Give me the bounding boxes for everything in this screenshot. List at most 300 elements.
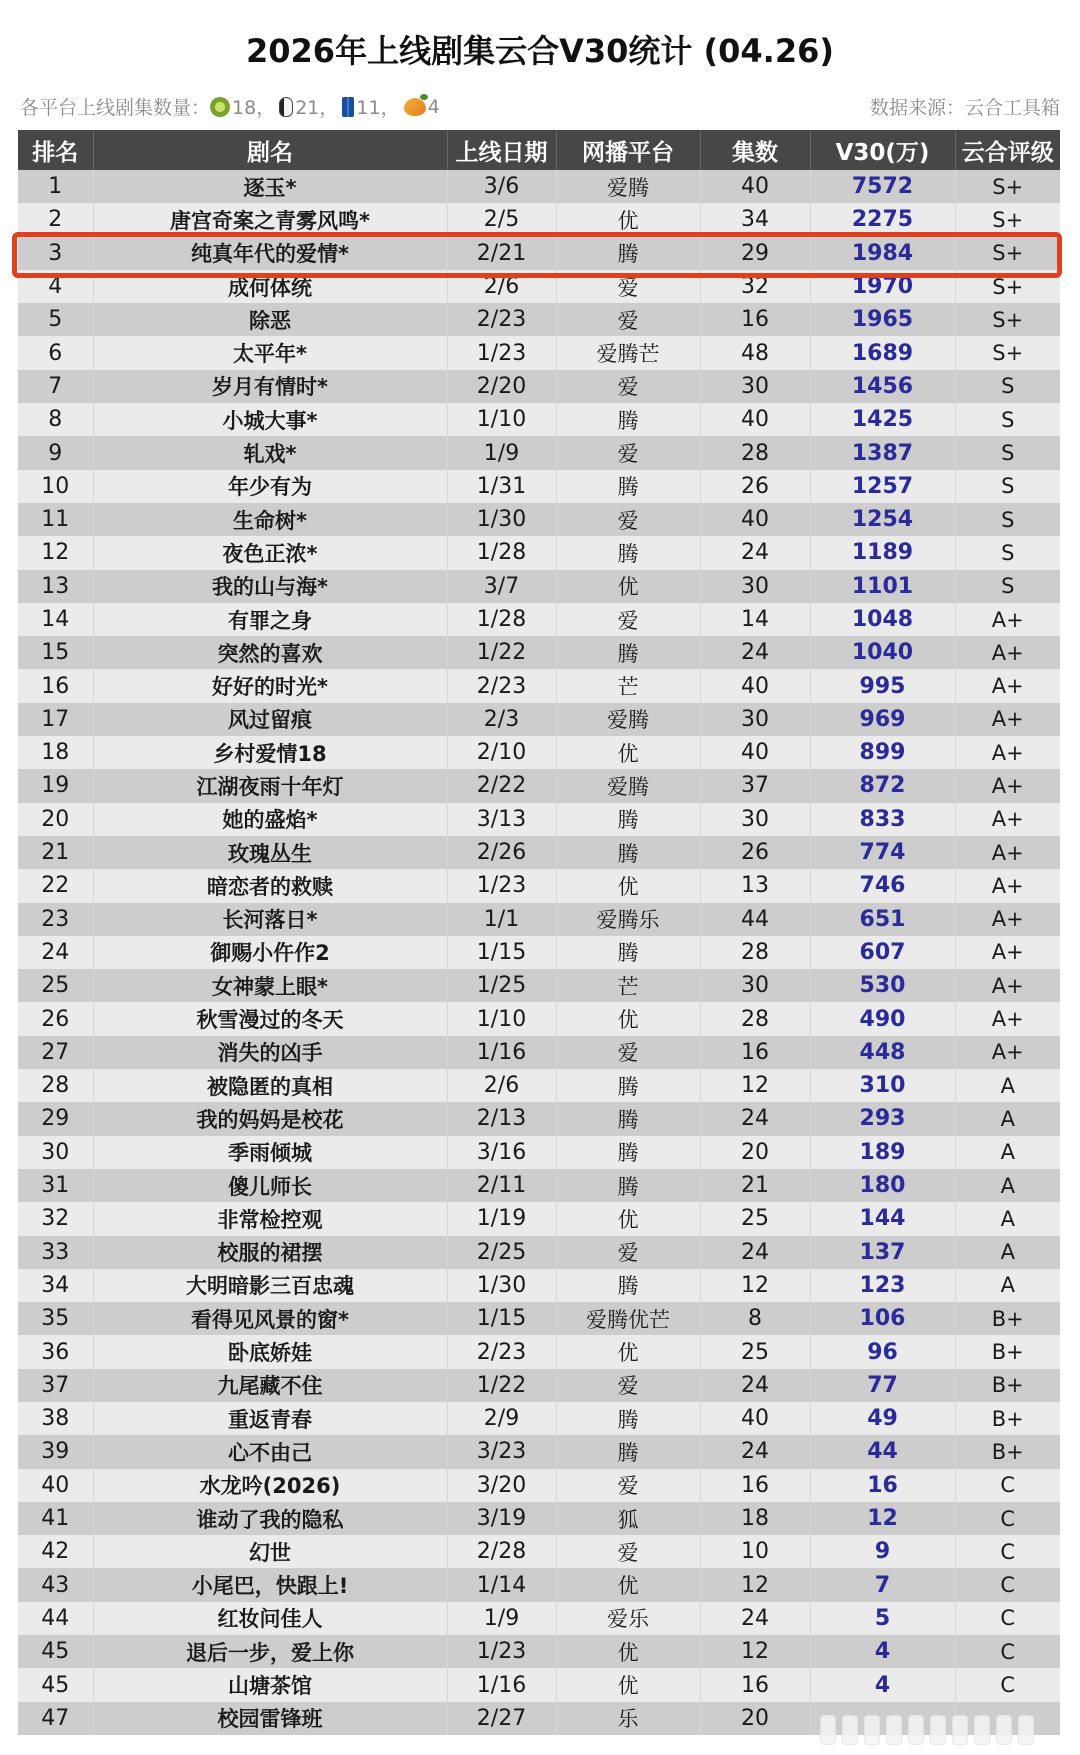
cell-v30: 4 bbox=[810, 1668, 955, 1701]
cell-rank: 1 bbox=[18, 170, 93, 203]
cell-rating: C bbox=[955, 1668, 1060, 1701]
cell-episodes: 25 bbox=[700, 1335, 810, 1368]
cell-rank: 38 bbox=[18, 1402, 93, 1435]
cell-date: 1/9 bbox=[447, 436, 556, 469]
cell-title: 岁月有情时* bbox=[93, 370, 447, 403]
cell-rank: 9 bbox=[18, 436, 93, 469]
table-row bbox=[18, 1136, 1060, 1169]
cell-v30: 1965 bbox=[810, 303, 955, 336]
cell-rating: S bbox=[955, 503, 1060, 536]
cell-rating: A bbox=[955, 1236, 1060, 1269]
table-row bbox=[18, 1535, 1060, 1568]
platform-count: 4 bbox=[427, 95, 440, 118]
cell-rank: 12 bbox=[18, 536, 93, 569]
cell-title: 玫瑰丛生 bbox=[93, 836, 447, 869]
cell-platform: 腾 bbox=[556, 1435, 700, 1468]
cell-episodes: 12 bbox=[700, 1069, 810, 1102]
cell-v30: 96 bbox=[810, 1335, 955, 1368]
cell-title: 退后一步，爱上你 bbox=[93, 1635, 447, 1668]
cell-rank: 42 bbox=[18, 1535, 93, 1568]
table-row bbox=[18, 1202, 1060, 1235]
cell-platform: 腾 bbox=[556, 803, 700, 836]
cell-platform: 爱腾芒 bbox=[556, 336, 700, 369]
cell-title: 逐玉* bbox=[93, 170, 447, 203]
cell-platform: 优 bbox=[556, 203, 700, 236]
cell-rating: A bbox=[955, 1169, 1060, 1202]
cell-episodes: 20 bbox=[700, 1136, 810, 1169]
cell-title: 女神蒙上眼* bbox=[93, 969, 447, 1002]
cell-episodes: 40 bbox=[700, 503, 810, 536]
cell-episodes: 24 bbox=[700, 1369, 810, 1402]
cell-episodes: 24 bbox=[700, 536, 810, 569]
cell-date: 3/6 bbox=[447, 170, 556, 203]
cell-platform: 腾 bbox=[556, 636, 700, 669]
table-row bbox=[18, 903, 1060, 936]
header-platform: 网播平台 bbox=[556, 130, 700, 170]
cell-rank: 22 bbox=[18, 869, 93, 902]
cell-rating: B+ bbox=[955, 1435, 1060, 1468]
header-rating: 云合评级 bbox=[955, 130, 1060, 170]
table-row bbox=[18, 736, 1060, 769]
cell-rank: 17 bbox=[18, 703, 93, 736]
cell-episodes: 24 bbox=[700, 1236, 810, 1269]
cell-episodes: 40 bbox=[700, 736, 810, 769]
cell-v30: 833 bbox=[810, 803, 955, 836]
cell-title: 山塘茶馆 bbox=[93, 1668, 447, 1701]
cell-rating: S+ bbox=[955, 303, 1060, 336]
cell-rank: 34 bbox=[18, 1269, 93, 1302]
cell-date: 1/16 bbox=[447, 1668, 556, 1701]
cell-episodes: 30 bbox=[700, 803, 810, 836]
cell-rating: C bbox=[955, 1602, 1060, 1635]
cell-rank: 5 bbox=[18, 303, 93, 336]
cell-title: 谁动了我的隐私 bbox=[93, 1502, 447, 1535]
cell-rating: A+ bbox=[955, 603, 1060, 636]
cell-date: 2/13 bbox=[447, 1102, 556, 1135]
cell-rank: 30 bbox=[18, 1136, 93, 1169]
cell-platform: 腾 bbox=[556, 936, 700, 969]
cell-episodes: 32 bbox=[700, 270, 810, 303]
cell-title: 风过留痕 bbox=[93, 703, 447, 736]
table-row bbox=[18, 969, 1060, 1002]
cell-date: 1/9 bbox=[447, 1602, 556, 1635]
cell-rating: A+ bbox=[955, 803, 1060, 836]
cell-title: 校服的裙摆 bbox=[93, 1236, 447, 1269]
cell-title: 江湖夜雨十年灯 bbox=[93, 769, 447, 802]
cell-rank: 13 bbox=[18, 570, 93, 603]
cell-episodes: 24 bbox=[700, 1102, 810, 1135]
cell-platform: 腾 bbox=[556, 1102, 700, 1135]
cell-rating: S bbox=[955, 570, 1060, 603]
cell-date: 1/19 bbox=[447, 1202, 556, 1235]
cell-v30: 1387 bbox=[810, 436, 955, 469]
cell-v30: 1456 bbox=[810, 370, 955, 403]
cell-v30: 310 bbox=[810, 1069, 955, 1102]
cell-date: 1/30 bbox=[447, 503, 556, 536]
cell-episodes: 18 bbox=[700, 1502, 810, 1535]
cell-title: 纯真年代的爱情* bbox=[93, 237, 447, 270]
cell-platform: 爱腾乐 bbox=[556, 903, 700, 936]
platform-count: 11， bbox=[356, 97, 400, 119]
cell-rank: 25 bbox=[18, 969, 93, 1002]
cell-title: 非常检控观 bbox=[93, 1202, 447, 1235]
table-row bbox=[18, 170, 1060, 203]
cell-date: 1/31 bbox=[447, 470, 556, 503]
cell-episodes: 30 bbox=[700, 703, 810, 736]
cell-title: 秋雪漫过的冬天 bbox=[93, 1002, 447, 1035]
cell-platform: 优 bbox=[556, 570, 700, 603]
cell-rank: 19 bbox=[18, 769, 93, 802]
mango-icon bbox=[404, 98, 426, 116]
cell-rating: A bbox=[955, 1202, 1060, 1235]
cell-title: 看得见风景的窗* bbox=[93, 1302, 447, 1335]
cell-platform: 优 bbox=[556, 736, 700, 769]
cell-rating: S+ bbox=[955, 203, 1060, 236]
cell-date: 1/22 bbox=[447, 636, 556, 669]
cell-rank: 3 bbox=[18, 237, 93, 270]
cell-v30: 137 bbox=[810, 1236, 955, 1269]
table-row bbox=[18, 1236, 1060, 1269]
cell-title: 生命树* bbox=[93, 503, 447, 536]
table-row bbox=[18, 303, 1060, 336]
cell-episodes: 24 bbox=[700, 1602, 810, 1635]
cell-platform: 优 bbox=[556, 1668, 700, 1701]
cell-date: 1/28 bbox=[447, 536, 556, 569]
cell-title: 消失的凶手 bbox=[93, 1036, 447, 1069]
cell-rank: 7 bbox=[18, 370, 93, 403]
cell-v30: 5 bbox=[810, 1602, 955, 1635]
cell-platform: 腾 bbox=[556, 836, 700, 869]
cell-v30: 1254 bbox=[810, 503, 955, 536]
cell-v30: 1189 bbox=[810, 536, 955, 569]
cell-rating: A+ bbox=[955, 769, 1060, 802]
platform-count: 21， bbox=[295, 97, 339, 119]
cell-platform: 爱 bbox=[556, 436, 700, 469]
cell-title: 好好的时光* bbox=[93, 669, 447, 702]
cell-v30: 49 bbox=[810, 1402, 955, 1435]
cell-v30: 1970 bbox=[810, 270, 955, 303]
cell-date: 1/23 bbox=[447, 869, 556, 902]
cell-v30: 1101 bbox=[810, 570, 955, 603]
platform-counts bbox=[20, 93, 444, 120]
cell-date: 1/16 bbox=[447, 1036, 556, 1069]
cell-v30: 16 bbox=[810, 1469, 955, 1502]
cell-v30: 7572 bbox=[810, 170, 955, 203]
header-v30: V30(万) bbox=[810, 130, 955, 170]
header-episodes: 集数 bbox=[700, 130, 810, 170]
cell-v30: 872 bbox=[810, 769, 955, 802]
cell-rating: A+ bbox=[955, 836, 1060, 869]
cell-platform: 狐 bbox=[556, 1502, 700, 1535]
cell-rank: 6 bbox=[18, 336, 93, 369]
cell-rank: 18 bbox=[18, 736, 93, 769]
cell-title: 重返青春 bbox=[93, 1402, 447, 1435]
cell-rank: 47 bbox=[18, 1702, 93, 1735]
cell-episodes: 26 bbox=[700, 836, 810, 869]
cell-date: 2/28 bbox=[447, 1535, 556, 1568]
header-date: 上线日期 bbox=[447, 130, 556, 170]
cell-episodes: 13 bbox=[700, 869, 810, 902]
cell-date: 2/11 bbox=[447, 1169, 556, 1202]
cell-episodes: 34 bbox=[700, 203, 810, 236]
cell-rating: A+ bbox=[955, 936, 1060, 969]
cell-rank: 45 bbox=[18, 1635, 93, 1668]
cell-rating: C bbox=[955, 1635, 1060, 1668]
cell-title: 季雨倾城 bbox=[93, 1136, 447, 1169]
cell-episodes: 21 bbox=[700, 1169, 810, 1202]
cell-rating: A+ bbox=[955, 1036, 1060, 1069]
cell-episodes: 16 bbox=[700, 1469, 810, 1502]
cell-platform: 爱 bbox=[556, 503, 700, 536]
cell-v30: 1257 bbox=[810, 470, 955, 503]
cell-rank: 23 bbox=[18, 903, 93, 936]
cell-platform: 爱腾优芒 bbox=[556, 1302, 700, 1335]
cell-platform: 爱 bbox=[556, 303, 700, 336]
cell-title: 成何体统 bbox=[93, 270, 447, 303]
cell-platform: 腾 bbox=[556, 237, 700, 270]
cell-date: 1/10 bbox=[447, 1002, 556, 1035]
table-row bbox=[18, 936, 1060, 969]
platform-iqiyi bbox=[210, 93, 275, 120]
table-row bbox=[18, 1435, 1060, 1468]
cell-rating: C bbox=[955, 1502, 1060, 1535]
cell-rank: 41 bbox=[18, 1502, 93, 1535]
cell-date: 1/10 bbox=[447, 403, 556, 436]
cell-title: 轧戏* bbox=[93, 436, 447, 469]
cell-platform: 爱 bbox=[556, 1236, 700, 1269]
cell-title: 唐宫奇案之青雾风鸣* bbox=[93, 203, 447, 236]
cell-rank: 26 bbox=[18, 1002, 93, 1035]
cell-date: 1/22 bbox=[447, 1369, 556, 1402]
table-row bbox=[18, 1668, 1060, 1701]
cell-v30: 2275 bbox=[810, 203, 955, 236]
cell-episodes: 28 bbox=[700, 936, 810, 969]
table-row bbox=[18, 1302, 1060, 1335]
cell-episodes: 12 bbox=[700, 1568, 810, 1601]
cell-episodes: 14 bbox=[700, 603, 810, 636]
cell-rating: A+ bbox=[955, 869, 1060, 902]
cell-date: 3/16 bbox=[447, 1136, 556, 1169]
cell-episodes: 26 bbox=[700, 470, 810, 503]
cell-platform: 腾 bbox=[556, 470, 700, 503]
platform-counts-label: 各平台上线剧集数量： bbox=[20, 97, 211, 119]
cell-rating: A+ bbox=[955, 636, 1060, 669]
cell-rating: B+ bbox=[955, 1302, 1060, 1335]
cell-date: 2/23 bbox=[447, 303, 556, 336]
cell-title: 小城大事* bbox=[93, 403, 447, 436]
cell-platform: 爱 bbox=[556, 603, 700, 636]
cell-v30: 651 bbox=[810, 903, 955, 936]
cell-title: 我的妈妈是校花 bbox=[93, 1102, 447, 1135]
cell-platform: 爱腾 bbox=[556, 703, 700, 736]
cell-episodes: 30 bbox=[700, 370, 810, 403]
cell-rating: A bbox=[955, 1069, 1060, 1102]
table-row bbox=[18, 1335, 1060, 1368]
cell-v30: 44 bbox=[810, 1435, 955, 1468]
cell-platform: 腾 bbox=[556, 1069, 700, 1102]
cell-date: 2/20 bbox=[447, 370, 556, 403]
cell-platform: 爱 bbox=[556, 1369, 700, 1402]
cell-rating: A bbox=[955, 1102, 1060, 1135]
cell-rating: C bbox=[955, 1535, 1060, 1568]
cell-rank: 40 bbox=[18, 1469, 93, 1502]
penguin-icon bbox=[279, 97, 293, 117]
cell-rank: 24 bbox=[18, 936, 93, 969]
cell-platform: 爱 bbox=[556, 1036, 700, 1069]
cell-title: 大明暗影三百忠魂 bbox=[93, 1269, 447, 1302]
cell-title: 九尾藏不住 bbox=[93, 1369, 447, 1402]
cell-platform: 腾 bbox=[556, 536, 700, 569]
cell-title: 卧底娇娃 bbox=[93, 1335, 447, 1368]
cell-v30: 530 bbox=[810, 969, 955, 1002]
table-row bbox=[18, 1369, 1060, 1402]
cell-rank: 31 bbox=[18, 1169, 93, 1202]
cell-v30: 607 bbox=[810, 936, 955, 969]
cell-platform: 腾 bbox=[556, 403, 700, 436]
cell-platform: 爱乐 bbox=[556, 1602, 700, 1635]
cell-rating: S+ bbox=[955, 237, 1060, 270]
cell-rating: A+ bbox=[955, 669, 1060, 702]
table-row bbox=[18, 403, 1060, 436]
cell-episodes: 16 bbox=[700, 1036, 810, 1069]
table-row bbox=[18, 1269, 1060, 1302]
table-row bbox=[18, 1069, 1060, 1102]
table-row bbox=[18, 203, 1060, 236]
table-row bbox=[18, 570, 1060, 603]
cell-date: 3/19 bbox=[447, 1502, 556, 1535]
cell-episodes: 30 bbox=[700, 570, 810, 603]
data-source: 数据来源：云合工具箱 bbox=[869, 97, 1060, 119]
table-row bbox=[18, 869, 1060, 902]
cell-date: 1/28 bbox=[447, 603, 556, 636]
cell-date: 3/23 bbox=[447, 1435, 556, 1468]
cell-v30: 1425 bbox=[810, 403, 955, 436]
cell-episodes: 20 bbox=[700, 1702, 810, 1735]
cell-episodes: 37 bbox=[700, 769, 810, 802]
cell-rank: 33 bbox=[18, 1236, 93, 1269]
cell-rank: 4 bbox=[18, 270, 93, 303]
cell-episodes: 16 bbox=[700, 1668, 810, 1701]
cell-platform: 腾 bbox=[556, 1269, 700, 1302]
cell-episodes: 40 bbox=[700, 669, 810, 702]
cell-rank: 14 bbox=[18, 603, 93, 636]
cell-rank: 16 bbox=[18, 669, 93, 702]
cell-date: 1/15 bbox=[447, 936, 556, 969]
cell-episodes: 8 bbox=[700, 1302, 810, 1335]
cell-rank: 21 bbox=[18, 836, 93, 869]
cell-title: 傻儿师长 bbox=[93, 1169, 447, 1202]
cell-title: 幻世 bbox=[93, 1535, 447, 1568]
cell-v30: 106 bbox=[810, 1302, 955, 1335]
cell-date: 1/30 bbox=[447, 1269, 556, 1302]
table-row bbox=[18, 536, 1060, 569]
cell-title: 红妆问佳人 bbox=[93, 1602, 447, 1635]
table-row bbox=[18, 769, 1060, 802]
table-row bbox=[18, 1502, 1060, 1535]
cell-episodes: 28 bbox=[700, 436, 810, 469]
cell-rating: S bbox=[955, 370, 1060, 403]
cell-date: 2/21 bbox=[447, 237, 556, 270]
cell-v30: 1048 bbox=[810, 603, 955, 636]
cell-platform: 优 bbox=[556, 1002, 700, 1035]
cell-platform: 腾 bbox=[556, 1136, 700, 1169]
cell-rank: 39 bbox=[18, 1435, 93, 1468]
cell-platform: 爱 bbox=[556, 1535, 700, 1568]
cell-rank: 29 bbox=[18, 1102, 93, 1135]
table-row bbox=[18, 1568, 1060, 1601]
cell-v30: 4 bbox=[810, 1635, 955, 1668]
cell-title: 小尾巴，快跟上! bbox=[93, 1568, 447, 1601]
cell-v30: 995 bbox=[810, 669, 955, 702]
cell-platform: 优 bbox=[556, 1202, 700, 1235]
cell-rating: S bbox=[955, 470, 1060, 503]
platform-summary-bar bbox=[18, 93, 1060, 123]
table-row bbox=[18, 1036, 1060, 1069]
cell-platform: 芒 bbox=[556, 969, 700, 1002]
cell-v30: 490 bbox=[810, 1002, 955, 1035]
cell-v30: 448 bbox=[810, 1036, 955, 1069]
cell-episodes: 30 bbox=[700, 969, 810, 1002]
kiwi-icon bbox=[210, 97, 230, 117]
table-row bbox=[18, 836, 1060, 869]
cell-platform: 爱 bbox=[556, 370, 700, 403]
cell-rank: 8 bbox=[18, 403, 93, 436]
cell-rank: 10 bbox=[18, 470, 93, 503]
cell-title: 太平年* bbox=[93, 336, 447, 369]
cell-date: 2/5 bbox=[447, 203, 556, 236]
cell-episodes: 40 bbox=[700, 403, 810, 436]
cell-platform: 爱 bbox=[556, 270, 700, 303]
cell-title: 校园雷锋班 bbox=[93, 1702, 447, 1735]
cell-v30: 1984 bbox=[810, 237, 955, 270]
cell-date: 2/9 bbox=[447, 1402, 556, 1435]
cell-title: 突然的喜欢 bbox=[93, 636, 447, 669]
cell-v30: 1040 bbox=[810, 636, 955, 669]
cell-date: 1/1 bbox=[447, 903, 556, 936]
cell-title: 年少有为 bbox=[93, 470, 447, 503]
cell-date: 3/13 bbox=[447, 803, 556, 836]
cell-v30: 774 bbox=[810, 836, 955, 869]
table-body bbox=[18, 170, 1060, 1735]
page-title: 2026年上线剧集云合V30统计 (04.26) bbox=[246, 32, 834, 70]
cell-title: 被隐匿的真相 bbox=[93, 1069, 447, 1102]
cell-date: 2/6 bbox=[447, 1069, 556, 1102]
cell-title: 长河落日* bbox=[93, 903, 447, 936]
cell-v30: 12 bbox=[810, 1502, 955, 1535]
cell-title: 她的盛焰* bbox=[93, 803, 447, 836]
table-row bbox=[18, 803, 1060, 836]
table-row bbox=[18, 270, 1060, 303]
cell-rating: S+ bbox=[955, 170, 1060, 203]
cell-platform: 爱 bbox=[556, 1469, 700, 1502]
cell-rating: S bbox=[955, 536, 1060, 569]
cell-episodes: 12 bbox=[700, 1269, 810, 1302]
cell-date: 1/15 bbox=[447, 1302, 556, 1335]
cell-rank: 37 bbox=[18, 1369, 93, 1402]
cell-title: 夜色正浓* bbox=[93, 536, 447, 569]
cell-v30: 77 bbox=[810, 1369, 955, 1402]
watermark bbox=[820, 1715, 1070, 1745]
cell-rating: A bbox=[955, 1136, 1060, 1169]
table-row bbox=[18, 669, 1060, 702]
cell-v30: 9 bbox=[810, 1535, 955, 1568]
cell-date: 2/3 bbox=[447, 703, 556, 736]
cell-rank: 2 bbox=[18, 203, 93, 236]
platform-mango bbox=[404, 96, 440, 118]
cell-title: 乡村爱情18 bbox=[93, 736, 447, 769]
cell-title: 御赐小仵作2 bbox=[93, 936, 447, 969]
cell-date: 2/6 bbox=[447, 270, 556, 303]
